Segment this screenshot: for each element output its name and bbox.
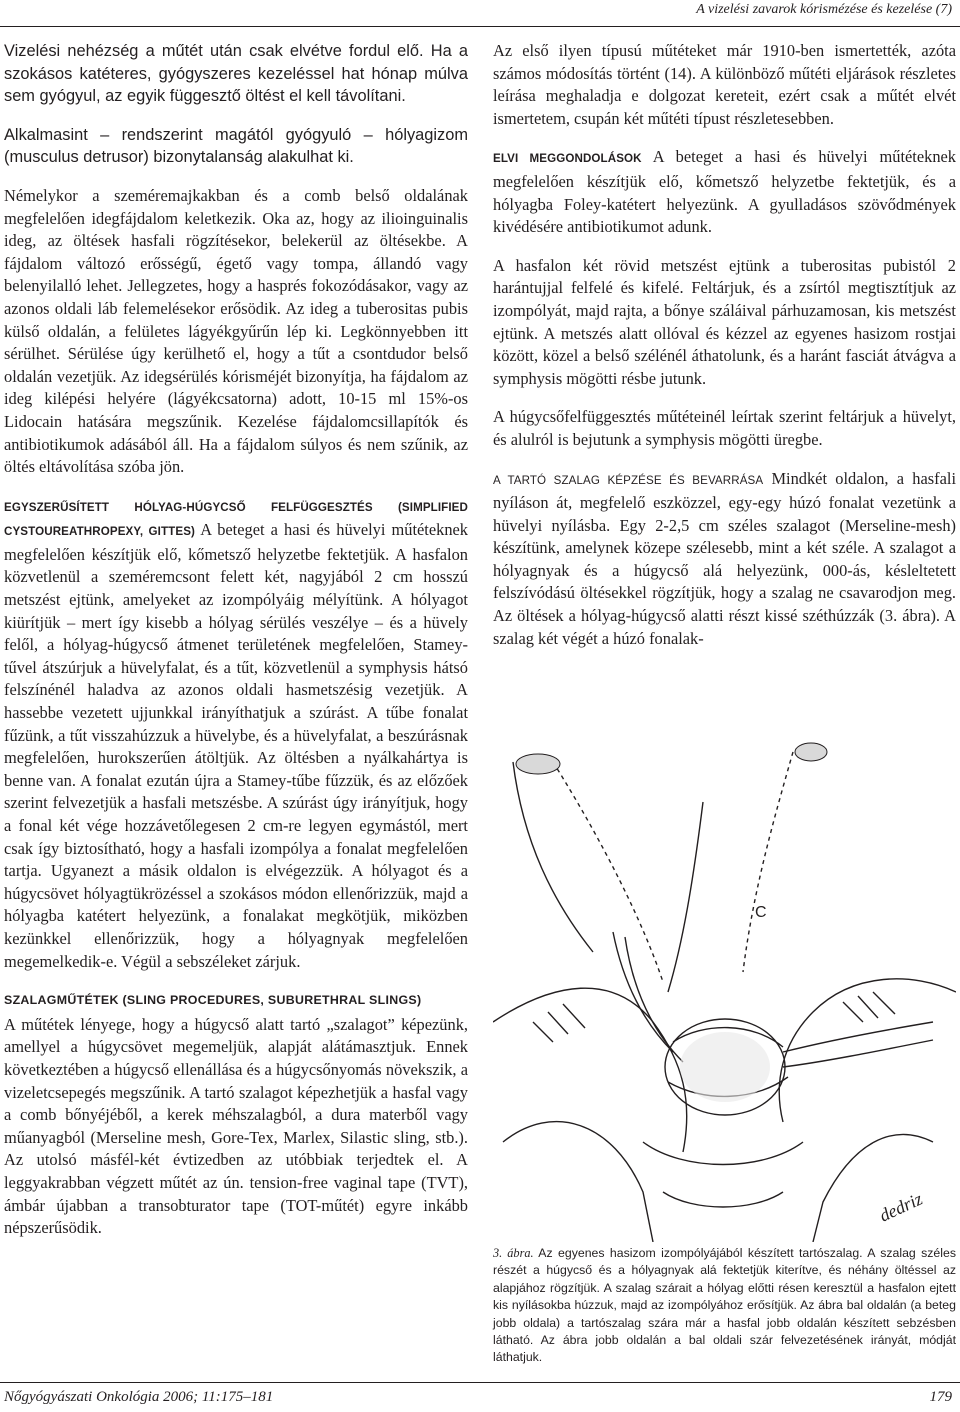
tissue-outline (813, 1135, 933, 1243)
artist-signature: dedriz (876, 1188, 926, 1226)
paragraph: Alkalmasint – rendszerint magától gyógyuló – hólyagizom (musculus detrusor) bizonytalanság alakulhat ki. (4, 125, 468, 167)
instrument-shaft (668, 802, 703, 992)
sling-strap (783, 1022, 933, 1052)
paragraph (4, 495, 468, 973)
caption-text: Az egyenes hasizom izompólyájából készített tartószalag. A szalag széles részét a húgycső és a hólyagnyak alá fektetjük kiterítve, és néhány öltéssel az alapjához rögzítjük. A szalag szárait a hólyag előtti résen keresztül a hasfalon ejtett kis nyílásokba húzzuk, majd az izompólyához erősítjük. Az ábra bal oldalán (a beteg jobb oldala) a tartószalag szára már a hasfal jobb oldalán készített sebzésben látható. Az ábra jobb oldalán a bal oldali szár felvezetésének irányát, módját láthatjuk. (493, 1246, 956, 1365)
paragraph: A műtétek lényege, hogy a húgycső alatt tartó „szalagot” képezünk, amellyel a húgycsövet megemeljük, alapját alátámasztjuk. Ennek következtében a húgycső ellenállása és a húgycsőnyomás növekszik, a vizeletcsepegés megszűnik. A tartó szalagot képezhetjük a hasfal vagy a comb bőnyéjéből, a kerek méhszalagból, a dura materből vagy műanyagból (Merseline mesh, Gore-Tex, Marlex, Silastic sling, stb.). Az utolsó másfél-két évtizedben az utóbbiak terjedtek el. A leggyakrabban végzett műtét az ún. tension-free vaginal tape (TVT), ámbár újabban a transobturator tape (TOT-műtét) egyre inkább népszerűsödik. (4, 1014, 468, 1238)
paragraph-text: A beteget a hasi és hüvelyi műtéteknek megfelelően készítjük elő, kőmetsző helyzetbe fektetjük. A hasfalon közvetlenül a szeméremcsont felett két, nagyjából 2 cm hosszú metszést ejtünk, amelyeket az izompólyáig mélyítünk. A hólyagot kiürítjük – mert így kisebb a hólyag sérülés veszélye – és a hüvely felől, a hólyag-húgycső átmenet területének megfelelően, Stamey-tűvel átszúrjuk a hüvelyfalat, és a tűt, közvetlenül a symphysis hátsó felszínénél haladva az azonos oldali hasmetszésig vezetjük. A hassebbe vezetett ujjunkkal irányíthatjuk a szúrást. A tűbe fonalat fűzünk, a tűt visszahúzzuk a hüvelybe, és a hüvelyfalat, a beszúrásnak megfelelően, hurokszerűen átöltjük. Az öltésben a nyálkahártya is benne van. A fonalat ezután újra a Stamey-tűbe fűzzük, és az előzőek szerint felvezetjük a hasfali metszésbe. A szúrást úgy irányítjuk, hogy a fonal két vége hozzávetőlegesen 2 cm-re legyen egymástól, mert csak így biztosítható, hogy a hasfali izompólya a fonalat megfelelően tartja. Ugyanezt a másik oldalon is elvégezzük. A hólyagot és a húgycsövet hólyagtükrözéssel a szokásos módon ellenőrizzük, majd a hólyagba katétert helyezünk, a fonalakat megkötjük, miközben kezünkkel ellenőrizzük, hogy a hólyagnyak megfelelően megemelkedik-e. Végül a sebszéleket zárjuk. (4, 520, 468, 971)
tissue-outline (779, 979, 956, 1122)
paragraph (493, 468, 956, 651)
paragraph: A hasfalon két rövid metszést ejtünk a tuberositas pubistól 2 harántujjal felfelé és kifelé. Feltárjuk, és a zsírtól megtisztítjuk az izompólyát, majd rajta, a bőnye száláival párhuzamosan, kis metszést ejtünk. A metszés alatt ollóval és kézzel az egyenes hasizom rostjai között, közel a belső szélénél áthatolunk, és a haránt fasciát átvágva a symphysis mögötti résbe jutunk. (493, 255, 956, 388)
caption-label: 3. ábra. (493, 1246, 534, 1260)
sling-strap (783, 1040, 933, 1067)
vaginal-wall (663, 1192, 783, 1207)
suture-line (553, 762, 663, 982)
bladder-shading (680, 1032, 770, 1102)
clamp-tip (795, 743, 827, 761)
suture-line (743, 752, 793, 972)
section-heading: SZALAGMŰTÉTEK (SLING PROCEDURES, SUBURETHRAL SLINGS) (4, 993, 422, 1008)
vaginal-wall (643, 1142, 803, 1165)
paragraph-text: Némelykor a szeméremajkakban és a comb belső oldalának megfelelően idegfájdalom keletkezik. Oka az, hogy az ilioinguinalis ideg, az öltések hasfali rögzítésekor, belekerül az öltésekbe. A fájdalom változó erősségű, égető vagy tompa, állandó vagy belenyilalló lehet. Jellegzetes, hogy a hasprés fokozódásakor, vagy az azonos oldali láb felemelésekor erősödik. Az ideg a tuberositas pubis külső oldalán, a felületes lágyékgyűrűn lép ki. Legkönnyebben itt sérülhet. Sérülése úgy kerülhető el, hogy a tűt a csontdudor belső oldalán vezetjük. Az idegsérülés kórisméjét bizonyítja, ha fájdalom az ideg kilépési helyére (lágyékcsatorna) adott, 10-15 ml 15%-os Lidocain hatására megszűnik. Kezelése fájdalomcsillapítók és antibiotikumok adásából áll. Ha a fájdalom súlyos és nem szűnik, az öltés eltávolítása szóba jön. (4, 185, 468, 477)
paragraph-text: A beteget a hasi és hüvelyi műtéteknek megfelelően készítjük elő, kőmetsző helyzetbe fektetjük, és a hólyagba Foley-katétert helyezünk. A gyulladásos szövődmények kivédésére antibiotikumot adunk. (493, 147, 956, 237)
journal-citation: Nőgyógyászati Onkológia 2006; 11:175–181 (4, 1389, 274, 1405)
sling-strap (613, 932, 673, 1052)
runin-heading: ELVI MEGGONDOLÁSOK (493, 152, 642, 166)
paragraph (493, 146, 956, 238)
retractor-blade (513, 762, 593, 952)
page-number: 179 (929, 1389, 952, 1405)
paragraph: Vizelési nehézség a műtét után csak elvétve fordul elő. Ha a szokásos katéteres, gyógyszeres kezeléssel hat hónap múlva sem gyógyul, az egyik függesztő öltést el kell távolítani. (4, 42, 468, 106)
paragraph: A húgycsőfelfüggesztés műtéteinél leírtak szerint feltárjuk a hüvelyt, és alulról is bejutunk a symphysis mögötti üregbe. (493, 407, 956, 449)
paragraph (4, 185, 468, 479)
footer-rule (0, 1382, 960, 1383)
tissue-outline (493, 988, 687, 1152)
running-head: A vizelési zavarok kórismézése és kezelése (7) (696, 2, 952, 17)
runin-heading: A TARTÓ SZALAG KÉPZÉSE ÉS BEVARRÁSA (493, 473, 764, 487)
paragraph-text: Mindkét oldalon, a hasfali nyíláson át, megfelelő eszközzel, egy-egy húzó fonalat vezetünk a hüvelyi nyílásba. Egy 2-2,5 cm széles szalagot (Merseline-mesh) készítünk, amelynek közepe szélesebb, mint a két széle. A szalagot a hólyagnyak és a húgycső alá helyezünk, 000-ás, késleltetett felszívódású öltésekkel rögzítjük, hogy a szalag ne csavarodjon meg. Az öltések a hólyag-húgycső alatti részt kissé széthúzzák (3. ábra). A szalag két végét a húzó fonalak- (493, 468, 956, 648)
clamp-tip (516, 754, 560, 774)
left-column (4, 40, 468, 1256)
runin-heading: EGYSZERŰSÍTETT HÓLYAG-HÚGYCSŐ FELFÜGGESZTÉS (SIMPLIFIED CYSTOUREATHROPEXY, GITTES) (4, 500, 468, 539)
paragraph: Az első ilyen típusú műtéteket már 1910-ben ismertették, azóta számos módosítás történt (14). A különböző műtéti eljárások részletes leírása meghaladja e dolgozat kereteit, ezért csak a műtét elvét ismertetem, csupán két műtéti típust részletesebben. (493, 41, 956, 128)
header-rule (0, 26, 960, 27)
figure-label-c: C (755, 904, 767, 921)
figure-caption (493, 1245, 956, 1367)
surgical-illustration (493, 722, 956, 1242)
right-column (493, 40, 956, 666)
tissue-outline (503, 1122, 653, 1242)
